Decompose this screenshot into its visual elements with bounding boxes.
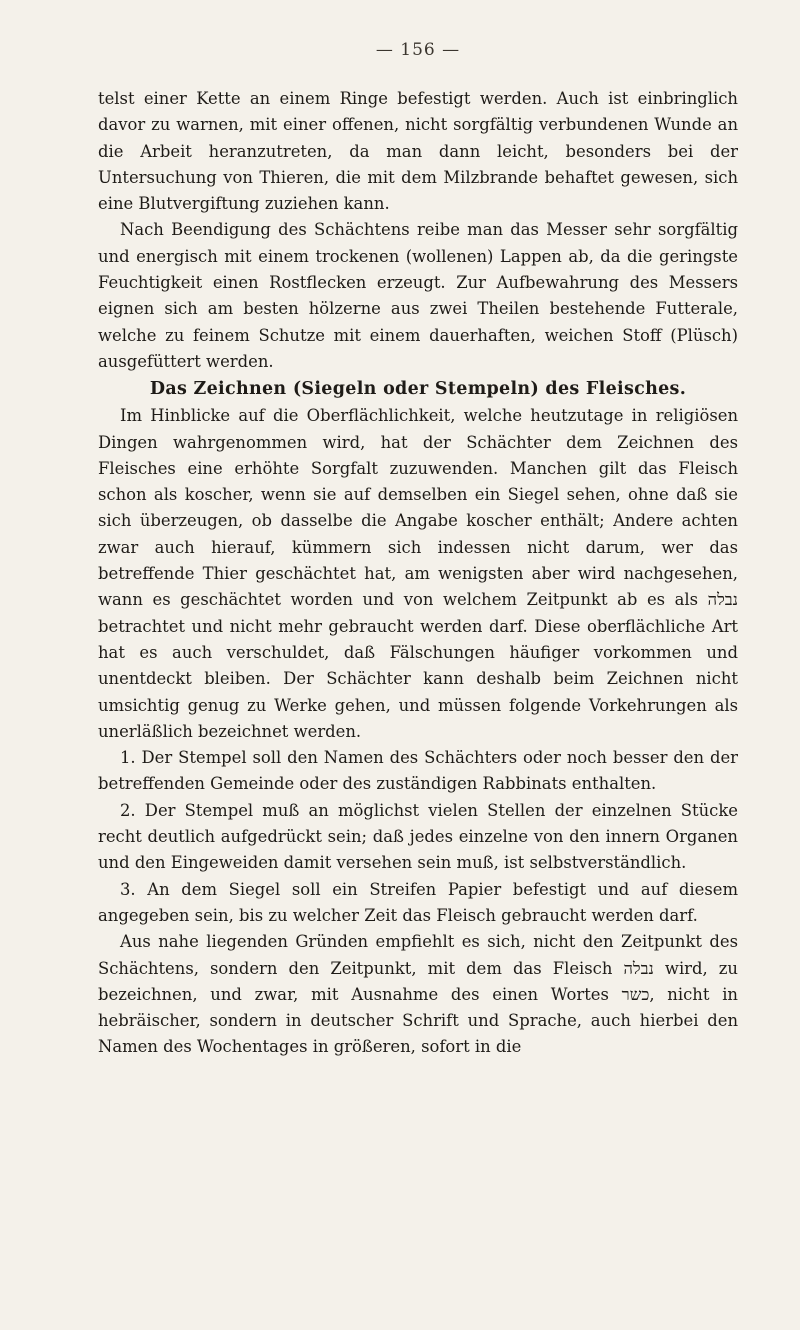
page-number: — 156 —	[375, 40, 461, 60]
section-heading: Das Zeichnen (Siegeln oder Stempeln) des Fleisches.	[149, 379, 687, 400]
paragraph-knife-safety: telst einer Kette an einem Ringe befestigt werden. Auch ist einbringlich davor zu warnen, mit einer offenen, nicht sorgfältig verbundenen Wunde an die Arbeit heranzutreten, da man dann leicht, besonders bei der Untersuchung von Thieren, die mit dem Milzbrande behaftet gewesen, sich eine Blutvergiftung zuziehen kann.	[98, 89, 738, 214]
list-item-paper-strip: 3. An dem Siegel soll ein Streifen Papier befestigt und auf diesem angegeben sein, bis zu welcher Zeit das Fleisch gebraucht werden darf.	[98, 879, 738, 925]
list-item-stamp-name: 1. Der Stempel soll den Namen des Schächters oder noch besser den der betreffenden Gemeinde oder des zuständigen Rabbinats enthalten.	[98, 748, 738, 794]
paragraph-time-marking: Aus nahe liegenden Gründen empfiehlt es sich, nicht den Zeitpunkt des Schächtens, sondern den Zeitpunkt, mit dem das Fleisch נבלה wird, zu bezeichnen, und zwar, mit Ausnahme des einen Wortes כשר, nicht in hebräischer, sondern in deutscher Schrift und Sprache, auch hierbei den Namen des Wochentages in größeren, sofort in die	[98, 932, 738, 1057]
list-item-stamp-placement: 2. Der Stempel muß an möglichst vielen Stellen der einzelnen Stücke recht deutlich aufgedrückt sein; daß jedes einzelne von den innern Organen und den Eingeweiden damit versehen sein muß, ist selbstverständlich.	[98, 800, 738, 873]
paragraph-marking-meat: Im Hinblicke auf die Oberflächlichkeit, welche heutzutage in religiösen Dingen wahrgenommen wird, hat der Schächter dem Zeichnen des Fleisches eine erhöhte Sorgfalt zuzuwenden. Manchen gilt das Fleisch schon als koscher, wenn sie auf demselben ein Siegel sehen, ohne daß sie sich überzeugen, ob dasselbe die Angabe koscher enthält; Andere achten zwar auch hierauf, kümmern sich indessen nicht darum, wer das betreffende Thier geschächtet hat, am wenigsten aber wird nachgesehen, wann es geschächtet worden und von welchem Zeitpunkt ab es als נבלה betrachtet und nicht mehr gebraucht werden darf. Diese oberflächliche Art hat es auch verschuldet, daß Fälschungen häufiger vorkommen und unentdeckt bleiben. Der Schächter kann deshalb beim Zeichnen nicht umsichtig genug zu Werke gehen, und müssen folgende Vorkehrungen als unerläßlich bezeichnet werden.	[98, 406, 738, 741]
paragraph-knife-care: Nach Beendigung des Schächtens reibe man das Messer sehr sorgfältig und energisch mit einem trockenen (wollenen) Lappen ab, da die geringste Feuchtigkeit einen Rostflecken erzeugt. Zur Aufbewahrung des Messers eignen sich am besten hölzerne aus zwei Theilen bestehende Futterale, welche zu feinem Schutze mit einem dauerhaften, weichen Stoff (Plüsch) ausgefüttert werden.	[98, 220, 738, 371]
